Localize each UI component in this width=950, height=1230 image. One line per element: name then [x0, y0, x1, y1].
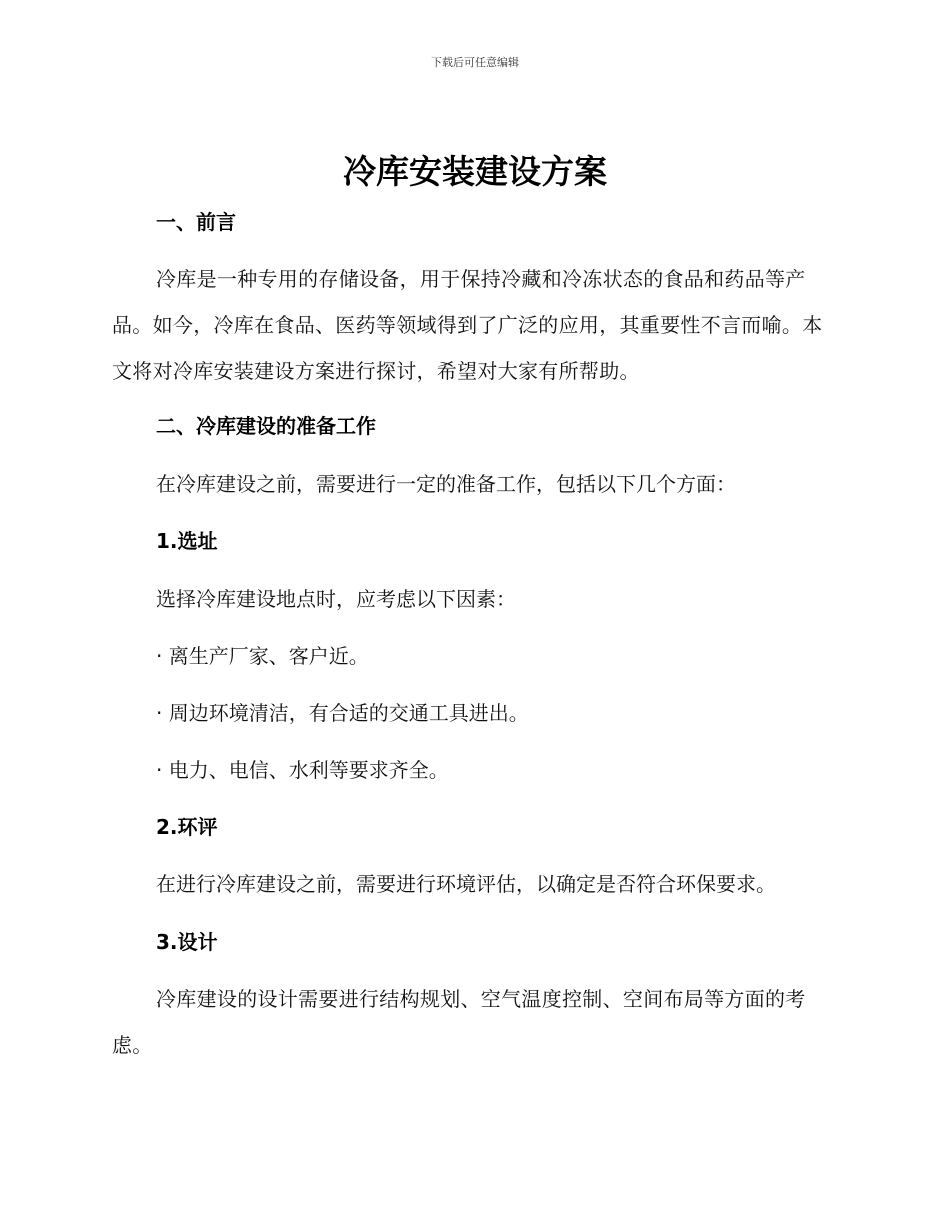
subheading-site: 1.选址 — [156, 529, 218, 553]
bullet-item: · 周边环境清洁，有合适的交通工具进出。 — [156, 701, 529, 725]
paragraph-prep-intro: 在冷库建设之前，需要进行一定的准备工作，包括以下几个方面： — [156, 472, 736, 496]
bullet-item: · 离生产厂家、客户近。 — [156, 644, 369, 668]
paragraph-preface: 冷库是一种专用的存储设备，用于保持冷藏和冷冻状态的食品和药品等产品。如今，冷库在食品、医药等领域得到了广泛的应用，其重要性不言而喻。本文将对冷库安装建设方案进行探讨，希望对大家有所帮助。 — [112, 267, 823, 383]
subheading-design: 3.设计 — [156, 930, 218, 954]
paragraph-design: 冷库建设的设计需要进行结构规划、空气温度控制、空间布局等方面的考虑。 — [112, 987, 806, 1057]
paragraph-site-intro: 选择冷库建设地点时，应考虑以下因素： — [156, 587, 516, 611]
section-heading-prep: 二、冷库建设的准备工作 — [156, 414, 376, 438]
page-header-note: 下载后可任意编辑 — [431, 56, 519, 69]
paragraph-eia: 在进行冷库建设之前，需要进行环境评估，以确定是否符合环保要求。 — [156, 872, 776, 896]
section-heading-preface: 一、前言 — [156, 210, 236, 234]
document-title: 冷库安装建设方案 — [343, 152, 607, 191]
subheading-eia: 2.环评 — [156, 815, 218, 839]
bullet-item: · 电力、电信、水利等要求齐全。 — [156, 758, 449, 782]
